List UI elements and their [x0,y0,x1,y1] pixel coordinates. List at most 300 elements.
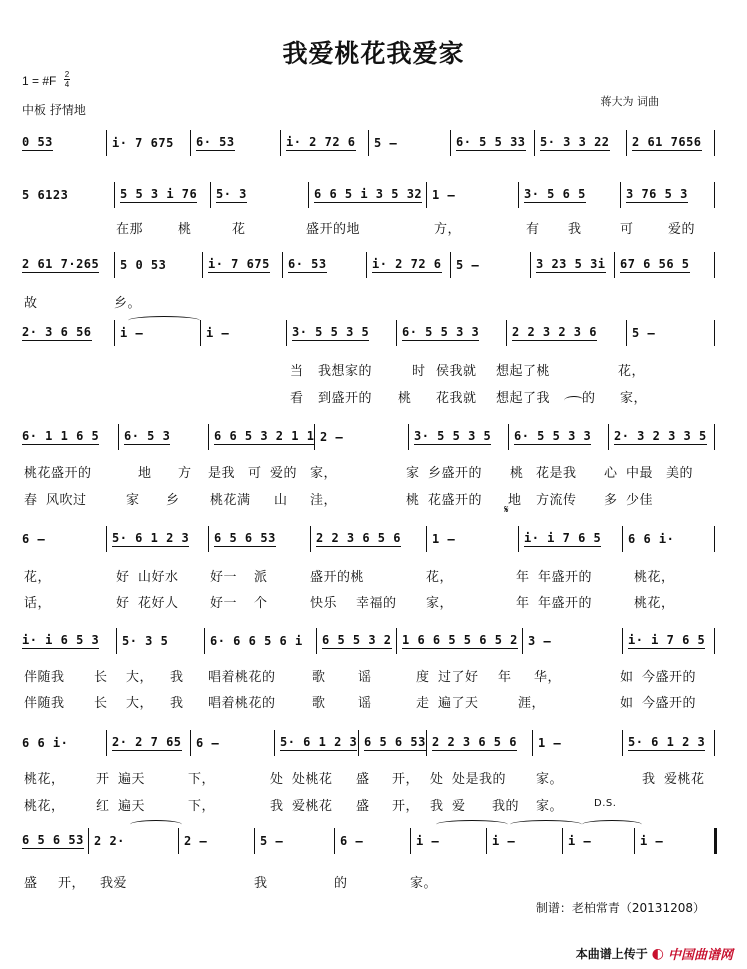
lyric-word: 盛 [24,876,38,891]
lyric-word: 可 [248,466,262,481]
barline [314,424,315,450]
measure-notes: 6 5 6 53 [214,531,276,545]
lyric-word: 下， [188,799,216,814]
lyric-word: 是我 [208,466,236,481]
barline [622,628,623,654]
measure [398,626,522,656]
lyric-word: 的 [334,876,348,891]
lyric-word: 在那 [116,222,144,237]
measure-notes: 5 – [456,258,480,272]
measure-notes: 6· 5 5 3 3 [402,325,480,339]
measure-notes: 1 – [432,188,456,202]
lyric-word: 当 [290,364,304,379]
lyric-word: 花， [618,364,646,379]
lyric-word: 花我就 [436,391,477,406]
measure-notes: i· 7 675 [112,136,174,150]
measure-notes: 3· 5 6 5 [524,187,586,201]
key-signature: 1 = #F [22,74,57,88]
measure-notes: 6· 5 5 3 3 [514,429,592,443]
site-logo-icon: ◐ [651,945,664,962]
measure [610,422,714,452]
staff-row [18,524,714,554]
lyric-word: 我 [170,696,184,711]
measure [520,524,622,554]
barline [714,526,715,552]
barline [396,320,397,346]
lyric-word: 红 [96,799,110,814]
barline [408,424,409,450]
lyric-word: 故 [24,296,38,311]
measure-notes: 5 5 3 i 76 [120,187,198,201]
measure [532,250,614,280]
lyric-word: 乡 [166,493,180,508]
lyric-word: 歌 [312,696,326,711]
lyric-word: 我的 [492,799,520,814]
lyric-word: 走 [416,696,430,711]
barline [310,526,311,552]
measure-notes: 5 – [632,326,656,340]
lyric-word: 洼， [310,493,338,508]
measure [18,524,106,554]
barline [334,828,335,854]
measure [410,422,508,452]
upload-footer [576,944,733,963]
lyric-word: 家 [406,466,420,481]
barline [210,182,211,208]
barline [614,252,615,278]
barline [534,130,535,156]
segno-sign: 𝄋 [504,503,509,516]
measure [282,128,368,158]
lyric-word: 桃花盛开的 [24,466,92,481]
lyric-word: 家， [620,391,648,406]
lyric-word: 好 [116,570,130,585]
lyric-word: 桃花， [634,570,675,585]
lyric-word: 家。 [536,799,564,814]
fermata-arc [564,396,584,405]
measure-notes: 2 2 3 6 5 6 [316,531,401,545]
measure [452,250,530,280]
measure-notes: 2· 2 7 65 [112,735,182,749]
measure-notes: 0 53 [22,135,53,149]
barline [88,828,89,854]
staff-row [18,626,714,656]
barline [366,252,367,278]
measure [210,422,314,452]
measure-notes: i – [416,834,440,848]
measure [212,180,308,210]
lyric-word: 时 [412,364,426,379]
lyric-word: 家， [310,466,338,481]
measure [318,626,396,656]
barline [106,130,107,156]
site-brand[interactable]: 中国曲谱网 [667,948,733,963]
tempo-marking: 中板 抒情地 [22,103,86,117]
lyric-word: 盛 [356,799,370,814]
tie-arc [128,316,200,325]
measure-notes: 6 6 5 3 2 1 1 [214,429,314,443]
measure [316,422,408,452]
measure-notes: 6 5 6 53 [364,735,426,749]
measure [120,422,208,452]
lyric-word: 好 [116,596,130,611]
lyric-word: 处 [430,772,444,787]
barline [368,130,369,156]
barline [114,252,115,278]
measure-notes: 2 61 7656 [632,135,702,149]
barline [358,730,359,756]
lyric-word: 方 [178,466,192,481]
lyric-word: 爱桃花 [664,772,705,787]
barline [518,526,519,552]
lyric-word: 谣 [358,670,372,685]
lyric-word: 处桃花 [292,772,333,787]
lyric-word: 爱桃花 [292,799,333,814]
measure [452,128,534,158]
measure [636,826,714,856]
measure [108,728,190,758]
lyric-word: 花好人 [138,596,179,611]
barline [316,628,317,654]
barline [410,828,411,854]
lyric-word: 我 [568,222,582,237]
measure-notes: 6 – [340,834,364,848]
barline [714,252,715,278]
measure [202,318,286,348]
lyric-word: 歌 [312,670,326,685]
measure [256,826,334,856]
barline [208,526,209,552]
measure-notes: 2 – [320,430,344,444]
lyric-word: 我 [170,670,184,685]
lyric-word: 山 [274,493,288,508]
measure-notes: 2 2 3 2 3 6 [512,325,597,339]
measure [398,318,506,348]
lyric-word: 的 [582,391,596,406]
measure-notes: i – [492,834,516,848]
measure-notes: 6 – [196,736,220,750]
lyric-word: 唱着桃花的 [208,670,276,685]
staff-row [18,826,714,856]
lyric-word: 花是我 [536,466,577,481]
song-title: 我爱桃花我爱家 [282,39,465,68]
measure [628,318,714,348]
barline [522,628,523,654]
measure-notes: 3· 5 5 3 5 [292,325,370,339]
measure-notes: 5 6123 [22,188,69,202]
measure [360,728,426,758]
lyric-word: 多 [604,493,618,508]
lyric-word: 谣 [358,696,372,711]
barline [608,424,609,450]
measure-notes: i· i 7 6 5 [524,531,602,545]
measure-notes: i· 2 72 6 [286,135,356,149]
measure [622,180,714,210]
measure-notes: i· 7 675 [208,257,270,271]
lyric-word: 爱 [452,799,466,814]
barline [426,730,427,756]
measure [564,826,634,856]
lyric-word: 幸福的 [356,596,397,611]
lyric-word: 想起了我 [496,391,551,406]
lyric-word: 开， [392,799,420,814]
lyric-word: 长 [94,696,108,711]
measure [624,728,714,758]
lyric-word: 好一 [210,570,238,585]
staff-row [18,250,714,280]
lyric-word: 桃 [406,493,420,508]
barline [396,628,397,654]
measure-notes: i – [206,326,230,340]
barline [426,526,427,552]
lyric-word: 山好水 [138,570,179,585]
measure [192,128,280,158]
lyric-word: 花盛开的 [428,493,483,508]
lyric-word: 开 [96,772,110,787]
measure [370,128,450,158]
measure [524,626,622,656]
lyric-word: 快乐 [310,596,338,611]
lyric-word: 桃 [510,466,524,481]
measure [18,728,106,758]
measure-notes: 1 6 6 5 5 6 5 2 [402,633,518,647]
lyric-word: 如 [620,670,634,685]
barline [114,320,115,346]
measure [336,826,410,856]
lyric-word: 桃花， [24,772,65,787]
barline [282,252,283,278]
measure [116,180,210,210]
lyric-word: 心 [604,466,618,481]
lyric-word: 爱的 [270,466,298,481]
measure [520,180,620,210]
measure [428,728,532,758]
lyric-word: 桃 [398,391,412,406]
measure [18,626,116,656]
measure [118,626,204,656]
measure-notes: 5· 6 1 2 3 [280,735,358,749]
lyric-word: 如 [620,696,634,711]
measure-notes: 6· 1 1 6 5 [22,429,100,443]
measure [428,524,518,554]
lyric-word: 唱着桃花的 [208,696,276,711]
lyric-word: 盛开的桃 [310,570,365,585]
measure-notes: 3· 5 5 3 5 [414,429,492,443]
barline [518,182,519,208]
measure-notes: 5· 3 [216,187,247,201]
lyric-word: 家， [426,596,454,611]
lyric-word: 方流传 [536,493,577,508]
lyric-word: 乡。 [114,296,142,311]
lyric-word: 家 [126,493,140,508]
meter-bottom: 4 [64,80,70,89]
lyric-word: 话， [24,596,52,611]
barline [620,182,621,208]
barline [626,320,627,346]
lyric-word: 我 [270,799,284,814]
measure [204,250,282,280]
tie-arc [510,820,582,829]
staff-row [18,180,714,210]
tie-arc [130,820,182,829]
lyric-word: 处 [270,772,284,787]
measure-notes: 2 61 7·265 [22,257,100,271]
arranger-credit: 制谱：老柏常青（20131208） [535,901,705,915]
measure [624,524,714,554]
lyric-word: 花， [426,570,454,585]
measure-notes: 6· 5 3 [124,429,171,443]
measure-notes: 67 6 56 5 [620,257,690,271]
measure-notes: i· i 6 5 3 [22,633,100,647]
barline [178,828,179,854]
barline [450,130,451,156]
measure [18,422,118,452]
measure-notes: 3 – [528,634,552,648]
lyric-word: 今盛开的 [642,670,697,685]
measure-notes: 2 2 3 6 5 6 [432,735,517,749]
lyric-word: 遍天 [118,772,146,787]
lyric-word: 我爱 [100,876,128,891]
measure-notes: i – [640,834,664,848]
barline [714,628,715,654]
barline [486,828,487,854]
measure-notes: 1 – [538,736,562,750]
measure [312,524,426,554]
lyric-word: 涯， [518,696,546,711]
barline [506,320,507,346]
measure-notes: 6 – [22,532,46,546]
lyric-word: 想起了桃 [496,364,551,379]
barline [532,730,533,756]
staff-row [18,728,714,758]
barline [190,730,191,756]
measure [206,626,316,656]
lyric-word: 盛 [356,772,370,787]
lyric-word: 地 [138,466,152,481]
barline [714,730,715,756]
lyric-word: 我想家的 [318,364,373,379]
meter-top: 2 [64,70,70,79]
barline [626,130,627,156]
measure-notes: 2 2· [94,834,125,848]
measure [616,250,714,280]
lyric-word: 派 [254,570,268,585]
measure [412,826,486,856]
measure-notes: 6 6 5 i 3 5 32 [314,187,423,201]
barline [530,252,531,278]
measure [18,250,114,280]
lyric-word: 春 [24,493,38,508]
lyric-word: 到盛开的 [318,391,373,406]
measure [624,626,714,656]
barline [118,424,119,450]
measure-notes: i – [568,834,592,848]
measure [488,826,562,856]
lyric-word: 可 [620,222,634,237]
lyric-word: 看 [290,391,304,406]
lyric-word: 好一 [210,596,238,611]
measure-notes: 6· 53 [196,135,235,149]
lyric-word: 今盛开的 [642,696,697,711]
barline [106,730,107,756]
measure-notes: 2· 3 2 3 3 5 [614,429,707,443]
lyric-word: 过了好 [438,670,479,685]
lyric-word: 度 [416,670,430,685]
measure-notes: 5 – [374,136,398,150]
lyric-word: 侯我就 [436,364,477,379]
lyric-word: 中最 [626,466,654,481]
barline [204,628,205,654]
measure [510,422,608,452]
lyric-word: 个 [254,596,268,611]
lyric-word: 方， [434,222,462,237]
measure [310,180,426,210]
measure [18,128,106,158]
lyric-word: 桃花， [24,799,65,814]
measure [536,128,626,158]
lyric-word: 处是我的 [452,772,507,787]
lyric-word: 桃 [178,222,192,237]
measure [284,250,366,280]
measure [18,826,88,856]
time-signature [64,70,70,89]
barline [714,424,715,450]
lyric-word: 盛开的地 [306,222,361,237]
measure [90,826,178,856]
measure-notes: 6· 53 [288,257,327,271]
measure [368,250,450,280]
lyric-word: 下， [188,772,216,787]
lyric-word: 我 [642,772,656,787]
lyric-word: 大， [126,670,154,685]
measure [18,318,114,348]
measure-notes: 5· 6 1 2 3 [112,531,190,545]
measure-notes: 3 23 5 3i [536,257,606,271]
measure [116,250,202,280]
lyric-word: 伴随我 [24,670,65,685]
barline [286,320,287,346]
measure-notes: 6 5 5 3 2 [322,633,392,647]
measure-notes: 5· 3 3 22 [540,135,610,149]
barline [308,182,309,208]
measure [108,128,190,158]
tie-arc [582,820,642,829]
staff-row [18,318,714,348]
barline [202,252,203,278]
barline [274,730,275,756]
lyric-word: 遍天 [118,799,146,814]
tie-arc [436,820,508,829]
lyric-word: 年 [498,670,512,685]
barline [190,130,191,156]
lyric-word: 年 [516,596,530,611]
lyric-word: 年 [516,570,530,585]
lyric-word: 家。 [410,876,438,891]
barline [280,130,281,156]
lyric-word: 地 [508,493,522,508]
barline [116,628,117,654]
lyric-word: 乡盛开的 [428,466,483,481]
lyric-word: 长 [94,670,108,685]
measure [508,318,626,348]
lyric-word: 花 [232,222,246,237]
measure [534,728,622,758]
barline [714,828,717,854]
staff-row [18,128,714,158]
staff-row [18,422,714,452]
lyric-word: 华， [534,670,562,685]
barline [714,320,715,346]
